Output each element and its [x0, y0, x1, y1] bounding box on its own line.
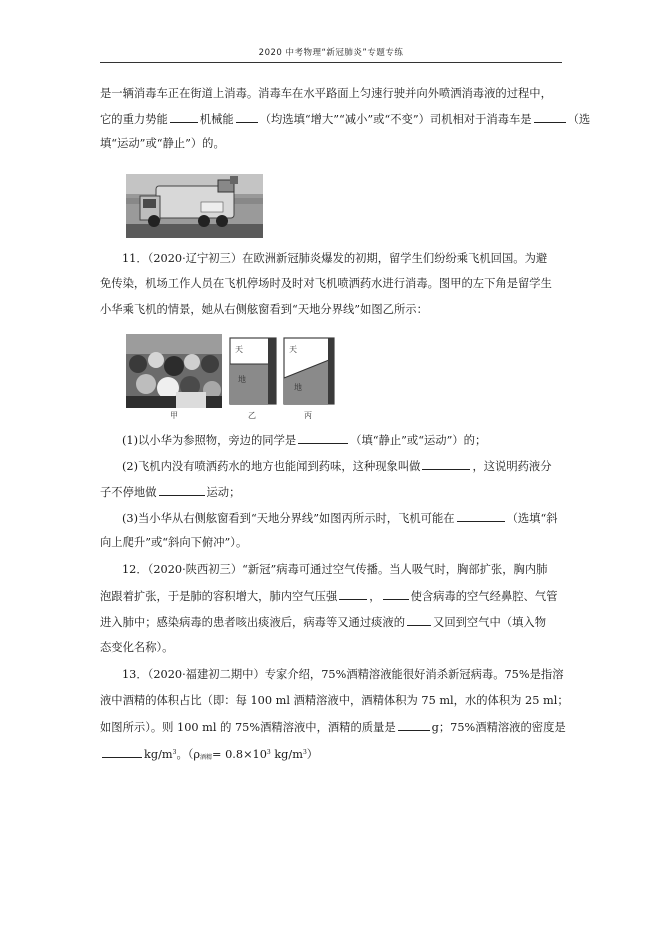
q13-text: kg/m — [144, 748, 173, 761]
answer-blank[interactable] — [383, 588, 409, 600]
answer-blank[interactable] — [102, 746, 142, 758]
q11-part-3 — [122, 510, 592, 527]
label-ground: 地 — [238, 375, 246, 384]
answer-blank[interactable] — [159, 484, 205, 496]
q11-part-1 — [122, 432, 592, 449]
q11-part-2-cont — [100, 484, 570, 501]
label-sky: 天 — [289, 345, 297, 354]
q13-line-1: 13．（2020·福建初二期中）专家介绍，75%酒精溶液能很好消杀新冠病毒。75%是指溶 — [122, 668, 564, 681]
q10-text: （均选填“增大”“减小”或“不变”）司机相对于消毒车是 — [259, 113, 532, 126]
q11-text: (3)当小华从右侧舷窗看到“天地分界线”如图丙所示时，飞机可能在 — [122, 512, 455, 525]
q11-text: ，这说明药液分 — [472, 460, 552, 473]
q11-line-3: 小华乘飞机的情景，她从右侧舷窗看到“天地分界线”如图乙所示： — [100, 303, 428, 316]
figure-label-jia: 甲 — [170, 411, 178, 420]
answer-blank[interactable] — [339, 588, 367, 600]
q13-line-2: 液中酒精的体积占比（即：每 100 ml 酒精溶液中，酒精体积为 75 ml，水的体积为 25 ml； — [100, 694, 569, 707]
q13-exponent: 3 — [302, 749, 307, 756]
q13-text: g；75%酒精溶液的密度是 — [431, 721, 566, 734]
q12-text: 使含病毒的空气经鼻腔、气管 — [410, 590, 558, 603]
q12-line-4: 态变化名称）。 — [100, 641, 174, 654]
answer-blank[interactable] — [422, 458, 470, 470]
q11-text: (2)飞机内没有喷洒药水的地方也能闻到药味，这种现象叫做 — [122, 460, 421, 473]
answer-blank[interactable] — [457, 510, 505, 522]
q11-line-2: 免传染，机场工作人员在飞机停场时及时对飞机喷洒药水进行消毒。图甲的左下角是留学生 — [100, 277, 552, 290]
q11-part-3-cont: 向上爬升”或“斜向下俯冲”）。 — [100, 536, 248, 549]
q13-exponent: 3 — [172, 749, 177, 756]
q10-line-1: 是一辆消毒车正在街道上消毒。消毒车在水平路面上匀速行驶并向外喷洒消毒液的过程中， — [100, 87, 552, 100]
label-ground: 地 — [294, 383, 302, 392]
q11-line-1: 11．（2020·辽宁初三）在欧洲新冠肺炎爆发的初期，留学生们纷纷乘飞机回国。为避 — [122, 252, 548, 265]
q10-line-2 — [100, 111, 591, 128]
q12-text: 进入肺中；感染病毒的患者咳出痰液后，病毒等又通过痰液的 — [100, 616, 406, 629]
q13-line-3 — [100, 719, 570, 736]
figure-label-yi: 乙 — [248, 411, 256, 420]
q12-line-1: 12．（2020·陕西初三）“新冠”病毒可通过空气传播。当人吸气时，胸部扩张，胸内肺 — [122, 563, 548, 576]
answer-blank[interactable] — [170, 111, 198, 123]
q10-text: 它的重力势能 — [100, 113, 168, 126]
answer-blank[interactable] — [298, 432, 348, 444]
disinfection-truck-photo — [126, 174, 263, 238]
q13-text: 。（ρ — [176, 748, 201, 761]
q13-text: ） — [306, 748, 319, 761]
figure-label-bing: 丙 — [304, 411, 312, 420]
q13-text: = 0.8×10 — [212, 748, 267, 761]
q13-text: kg/m — [270, 748, 303, 761]
q10-text: （选 — [567, 113, 591, 126]
q12-text: 又回到空气中（填入物 — [433, 616, 547, 629]
q10-line-3: 填“运动”或“静止”）的。 — [100, 137, 225, 150]
q12-text: 泡跟着扩张，于是肺的容积增大，肺内空气压强 — [100, 590, 338, 603]
answer-blank[interactable] — [534, 111, 566, 123]
q12-line-3 — [100, 614, 570, 631]
answer-blank[interactable] — [407, 614, 431, 626]
q11-text: （填“静止”或“运动”）的； — [350, 434, 487, 447]
q11-text: （选填“斜 — [506, 512, 558, 525]
q11-part-2 — [122, 458, 592, 475]
airplane-figure — [126, 334, 338, 420]
q11-text: 子不停地做 — [100, 486, 157, 499]
label-sky: 天 — [235, 345, 243, 354]
q11-text: (1)以小华为参照物，旁边的同学是 — [122, 434, 297, 447]
answer-blank[interactable] — [236, 111, 258, 123]
q13-text: 如图所示）。则 100 ml 的 75%酒精溶液中，酒精的质量是 — [100, 721, 396, 734]
page-header: 2020 中考物理“新冠肺炎”专题专练 — [258, 48, 404, 58]
q10-text: 机械能 — [199, 113, 234, 126]
q12-line-2 — [100, 588, 570, 605]
q13-line-4 — [100, 745, 570, 766]
q11-text: 运动； — [206, 486, 241, 499]
header-rule — [100, 62, 562, 63]
q12-text: ， — [369, 590, 381, 603]
answer-blank[interactable] — [398, 719, 430, 731]
q13-subscript: 酒精 — [200, 754, 213, 761]
q13-exponent: 3 — [266, 749, 271, 756]
